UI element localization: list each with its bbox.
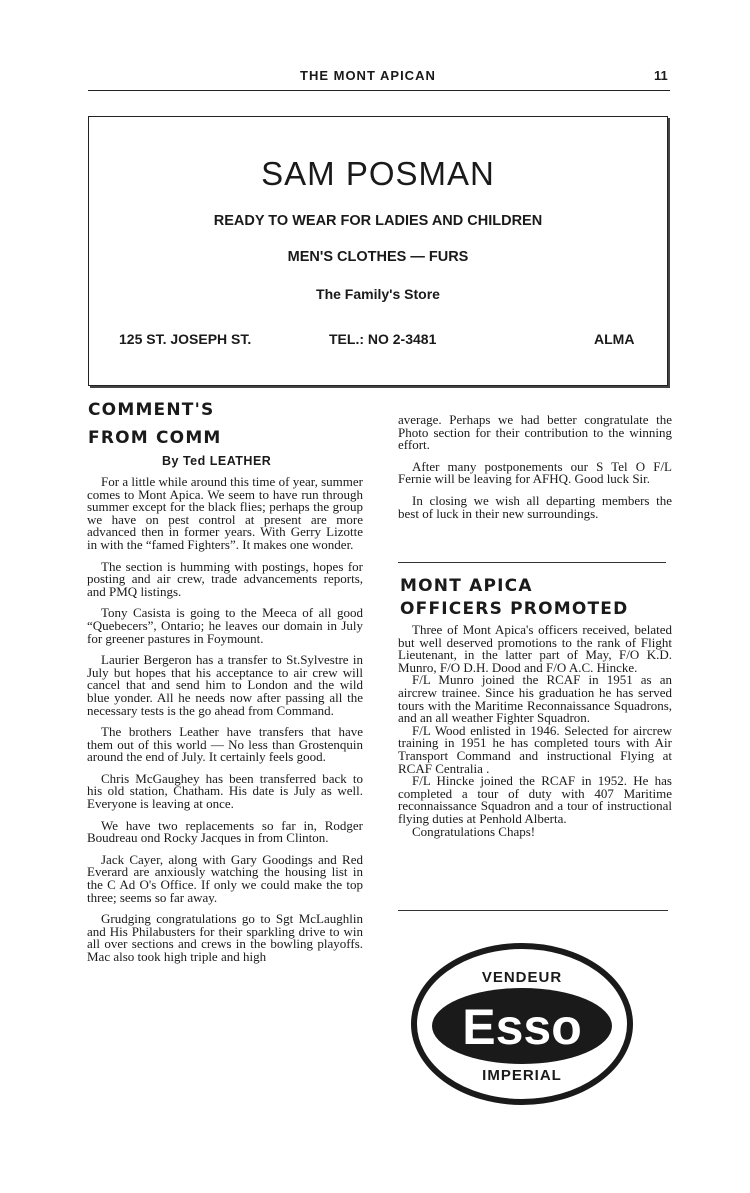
paragraph: After many postponements our S Tel O F/L Fernie will be leaving for AFHQ. Good luck Sir. [398,458,672,487]
paragraph: Tony Casista is going to the Meeca of all good “Quebecers”, Ontario; he leaves our domain in July for greener pastures in Foymount. [87,605,363,646]
ad-telephone: TEL.: NO 2-3481 [329,331,437,347]
paragraph: We have two replacements so far in, Rodger Boudreau ond Rocky Jacques in from Clinton. [87,817,363,846]
paragraph: Jack Cayer, along with Gary Goodings and Red Everard are anxiously watching the housing list in the C Ad O's Office. If only we could make the top three; seems so far away. [87,851,363,905]
paragraph: The section is humming with postings, hopes for posting and air crew, trade advancements reports, and PMQ listings. [87,558,363,599]
esso-logo [410,942,634,1106]
sam-posman-advertisement [88,116,668,386]
esso-brand: Esso [462,999,582,1055]
paragraph: Congratulations Chaps! [412,823,536,839]
paragraph: Chris McGaughey has been transferred back to his old station, Chatham. His date is July as well. Everyone is leaving at once. [87,770,363,812]
ad-store-name: SAM POSMAN [261,155,495,192]
article1-title-line2: FROM COMM [88,428,222,448]
paragraph: average. Perhaps we had better congratulate the Photo section for their contribution to the winning effort. [398,412,672,453]
article1-title-line1: COMMENT'S [88,400,215,420]
paragraph: For a little while around this time of year, summer comes to Mont Apica. We seem to have run through summer except for the black flies; perhaps the group we have on pest control at present are more advanced then in former years. With Gerry Lizotte in with the “famed Fighters”. It makes one wonder. [87,474,363,552]
page-number: 11 [654,68,668,83]
ad-line-family-store: The Family's Store [316,286,440,302]
running-header-title: THE MONT APICAN [300,68,436,83]
section-divider [398,562,666,563]
paragraph: In closing we wish all departing members the best of luck in their new surroundings. [398,492,672,521]
ad-address: 125 ST. JOSEPH ST. [119,331,252,347]
article1-continuation-column [398,414,672,529]
paragraph: Three of Mont Apica's officers received, belated but well deserved promotions to the rank of Flight Lieutenant, in the latter part of May, F/O K.D. Munro, F/O D.H. Dood and F/O A.C. Hincke. [398,622,672,675]
ad-line-ready-to-wear: READY TO WEAR FOR LADIES AND CHILDREN [213,213,543,229]
article1-left-column [87,476,363,973]
article1-byline: By Ted LEATHER [162,454,272,468]
ad-line-mens-clothes: MEN'S CLOTHES — FURS [287,249,469,265]
paragraph: F/L Wood enlisted in 1946. Selected for aircrew training in 1951 he has completed tours with Air Transport Command and instructional Flying at RCAF Centralia . [398,722,672,776]
article2-title-line1: MONT APICA [400,576,533,596]
ad-town: ALMA [594,331,635,347]
article2-column [398,624,672,838]
paragraph: The brothers Leather have transfers that have them out of this world — No less than Grostenquin around the end of July. It certainly feels good. [87,724,363,765]
paragraph: Laurier Bergeron has a transfer to St.Sylvestre in July but hopes that his acceptance to air crew will cancel that and send him to London and the wild blue yonder. All he needs now after passing all the necessary tests is the go ahead from Command. [87,652,363,718]
section-divider [398,910,668,911]
paragraph: Grudging congratulations go to Sgt McLaughlin and His Philabusters for their sparkling drive to win all over sections and crews in the bowling playoffs. Mac also took high triple and high [87,911,363,964]
esso-imperial-label: IMPERIAL [482,1067,562,1084]
esso-vendeur-label: VENDEUR [481,969,563,986]
article2-title-line2: OFFICERS PROMOTED [400,599,629,619]
header-rule [88,90,670,91]
paragraph: F/L Hincke joined the RCAF in 1952. He has completed a tour of duty with 407 Maritime reconnaissance Squadron and a tour of instructional flying duties at Penhold Alberta. [398,773,672,826]
paragraph: F/L Munro joined the RCAF in 1951 as an aircrew trainee. Since his graduation he has served tours with the Maritime Reconnaissance Squadrons, and an all weather Fighter Squadron. [398,672,672,726]
